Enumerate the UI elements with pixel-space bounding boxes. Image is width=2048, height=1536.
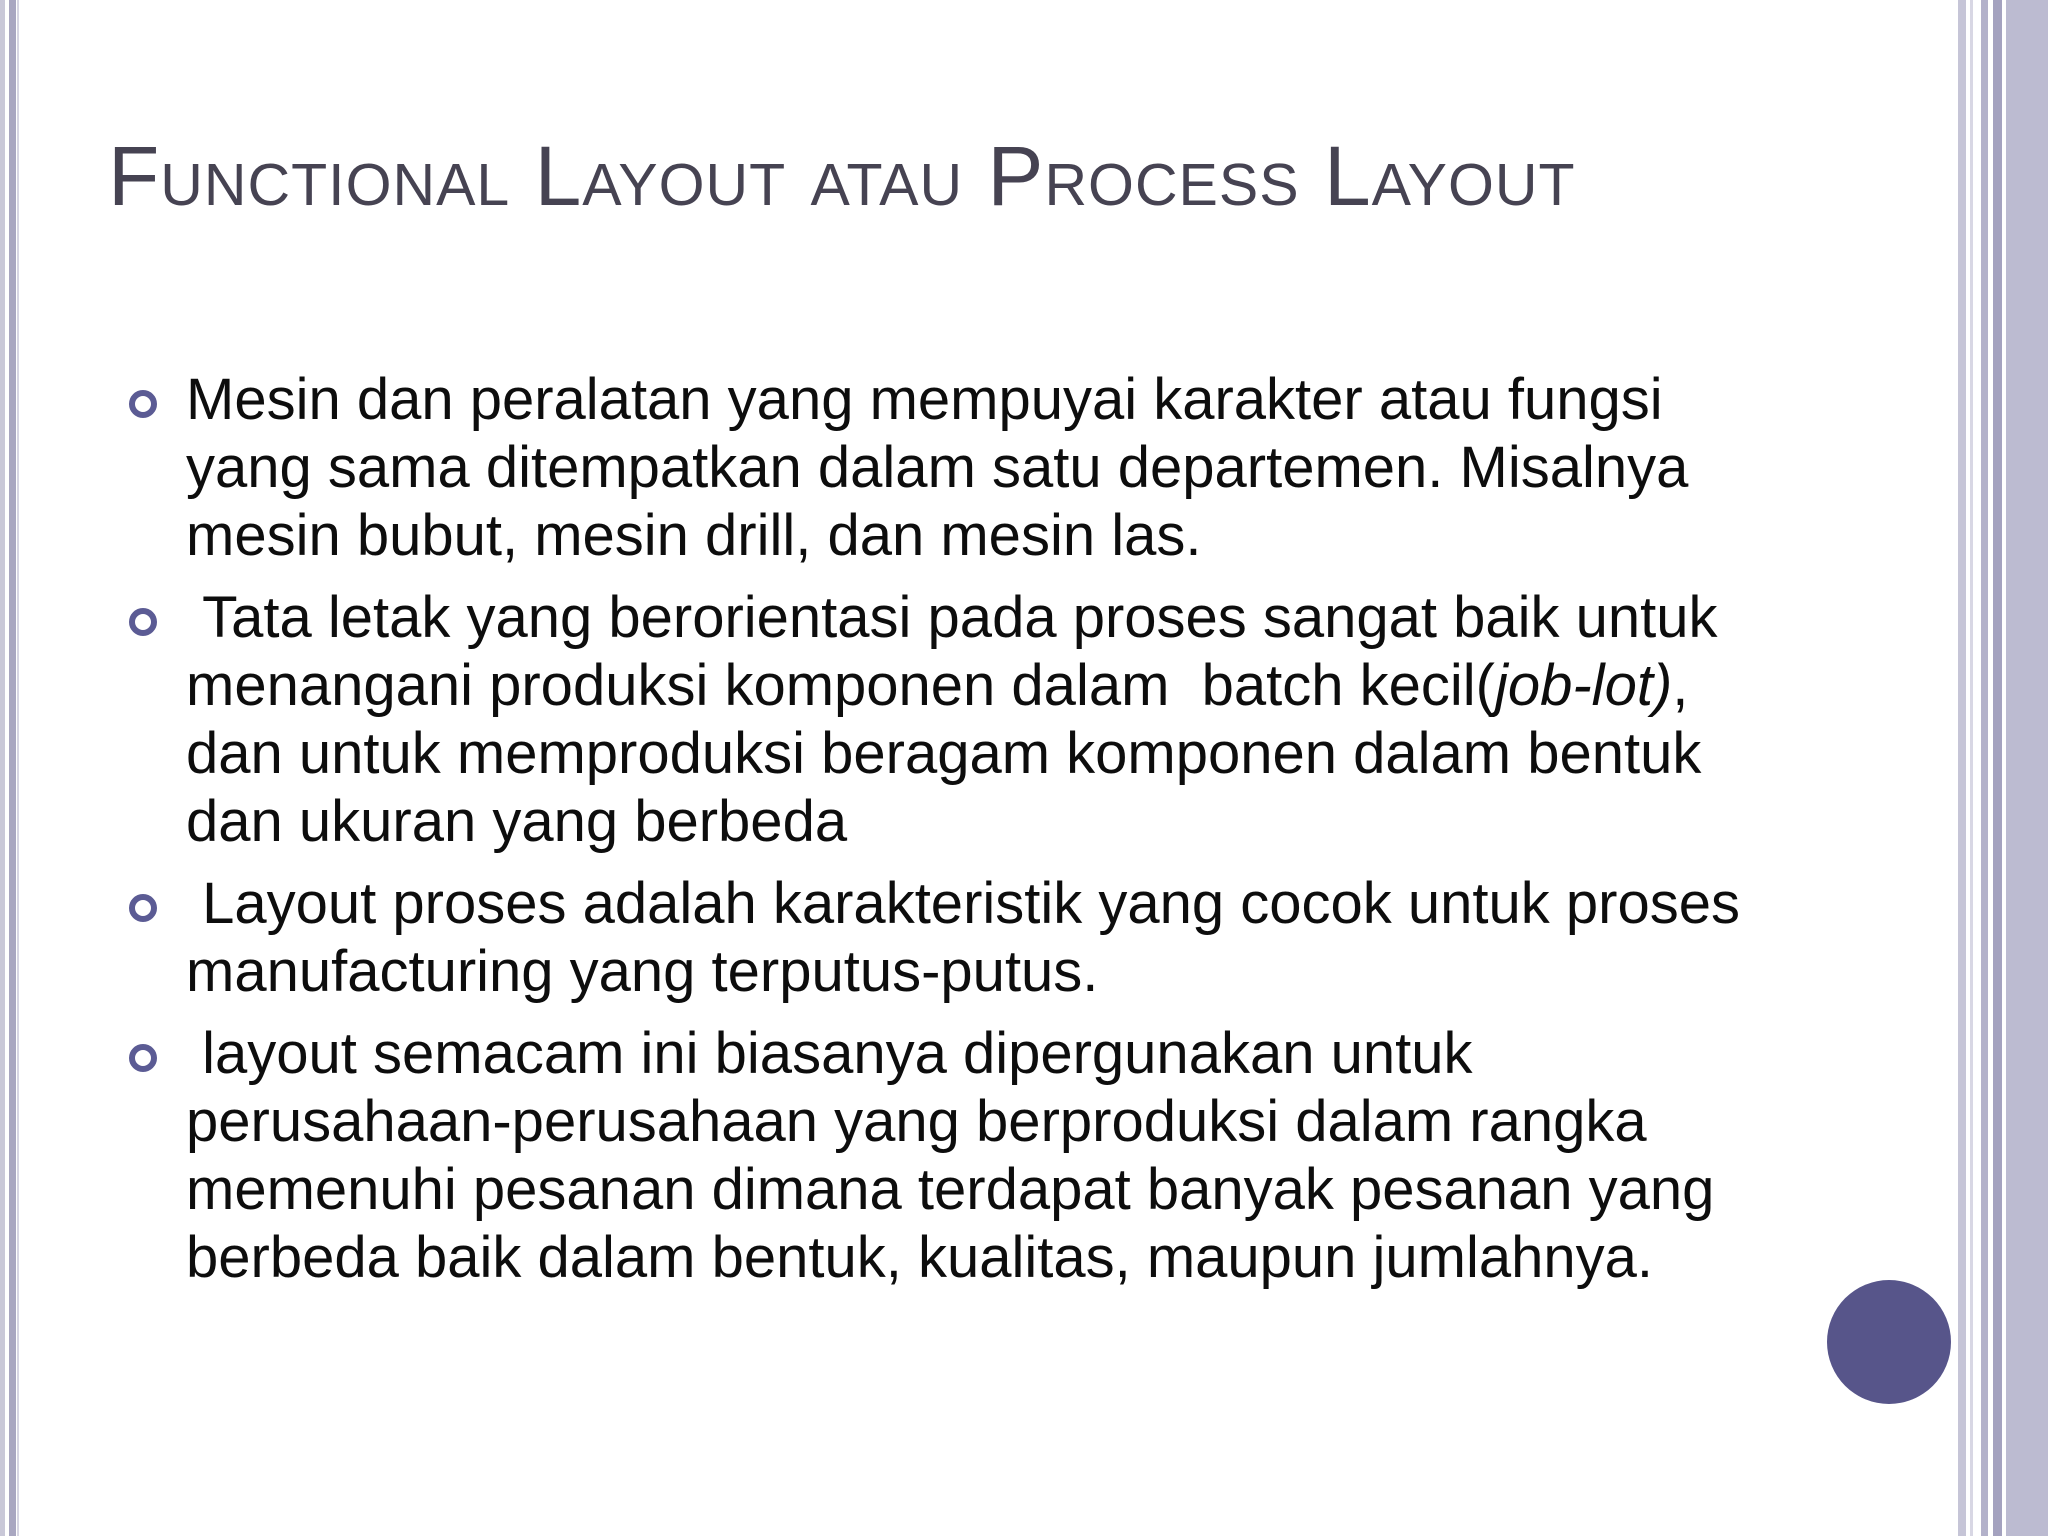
bullet-text-segment: Layout proses adalah karakteristik yang cocok untuk proses manufacturing yang terputus-putus.	[186, 871, 1757, 1004]
right-border-stripe	[1958, 0, 1966, 1536]
decorative-circle	[1827, 1280, 1951, 1404]
left-border-stripe	[9, 0, 16, 1536]
bullet-text-segment: , dan untuk memproduksi beragam komponen dalam bentuk dan ukuran yang berbeda	[186, 653, 1718, 854]
bullet-item	[120, 366, 1760, 570]
bullet-text-italic: job-lot)	[1494, 653, 1673, 718]
bullet-text	[186, 367, 1705, 568]
right-border-stripe	[2006, 0, 2048, 1536]
bullet-text	[186, 1021, 1731, 1290]
bullet-circle-icon	[129, 608, 157, 636]
right-border-stripe	[1993, 0, 2002, 1536]
right-border-stripe	[1981, 0, 1988, 1536]
bullet-item	[120, 1020, 1760, 1292]
bullet-item	[120, 870, 1760, 1006]
bullet-text-segment: Tata letak yang berorientasi pada proses sangat baik untuk menangani produksi komponen dalam batch kecil(	[186, 585, 1734, 718]
bullet-text	[186, 871, 1756, 1004]
bullet-list	[120, 366, 1760, 1306]
bullet-text	[186, 585, 1734, 854]
bullet-circle-icon	[129, 894, 157, 922]
bullet-text-segment: layout semacam ini biasanya dipergunakan untuk perusahaan-perusahaan yang berproduksi dalam rangka memenuhi pesanan dimana terdapat banyak pesanan yang berbeda baik dalam bentuk, kualitas, maupun jumlahnya.	[186, 1021, 1731, 1290]
bullet-circle-icon	[129, 390, 157, 418]
right-border-stripe	[1970, 0, 1973, 1536]
left-border-stripe	[17, 0, 19, 1536]
bullet-circle-icon	[129, 1044, 157, 1072]
slide-title: Functional Layout atau Process Layout	[108, 129, 1576, 223]
left-border-stripe	[0, 0, 5, 1536]
bullet-item	[120, 584, 1760, 856]
bullet-text-segment: Mesin dan peralatan yang mempuyai karakter atau fungsi yang sama ditempatkan dalam satu departemen. Misalnya mesin bubut, mesin drill, dan mesin las.	[186, 367, 1705, 568]
